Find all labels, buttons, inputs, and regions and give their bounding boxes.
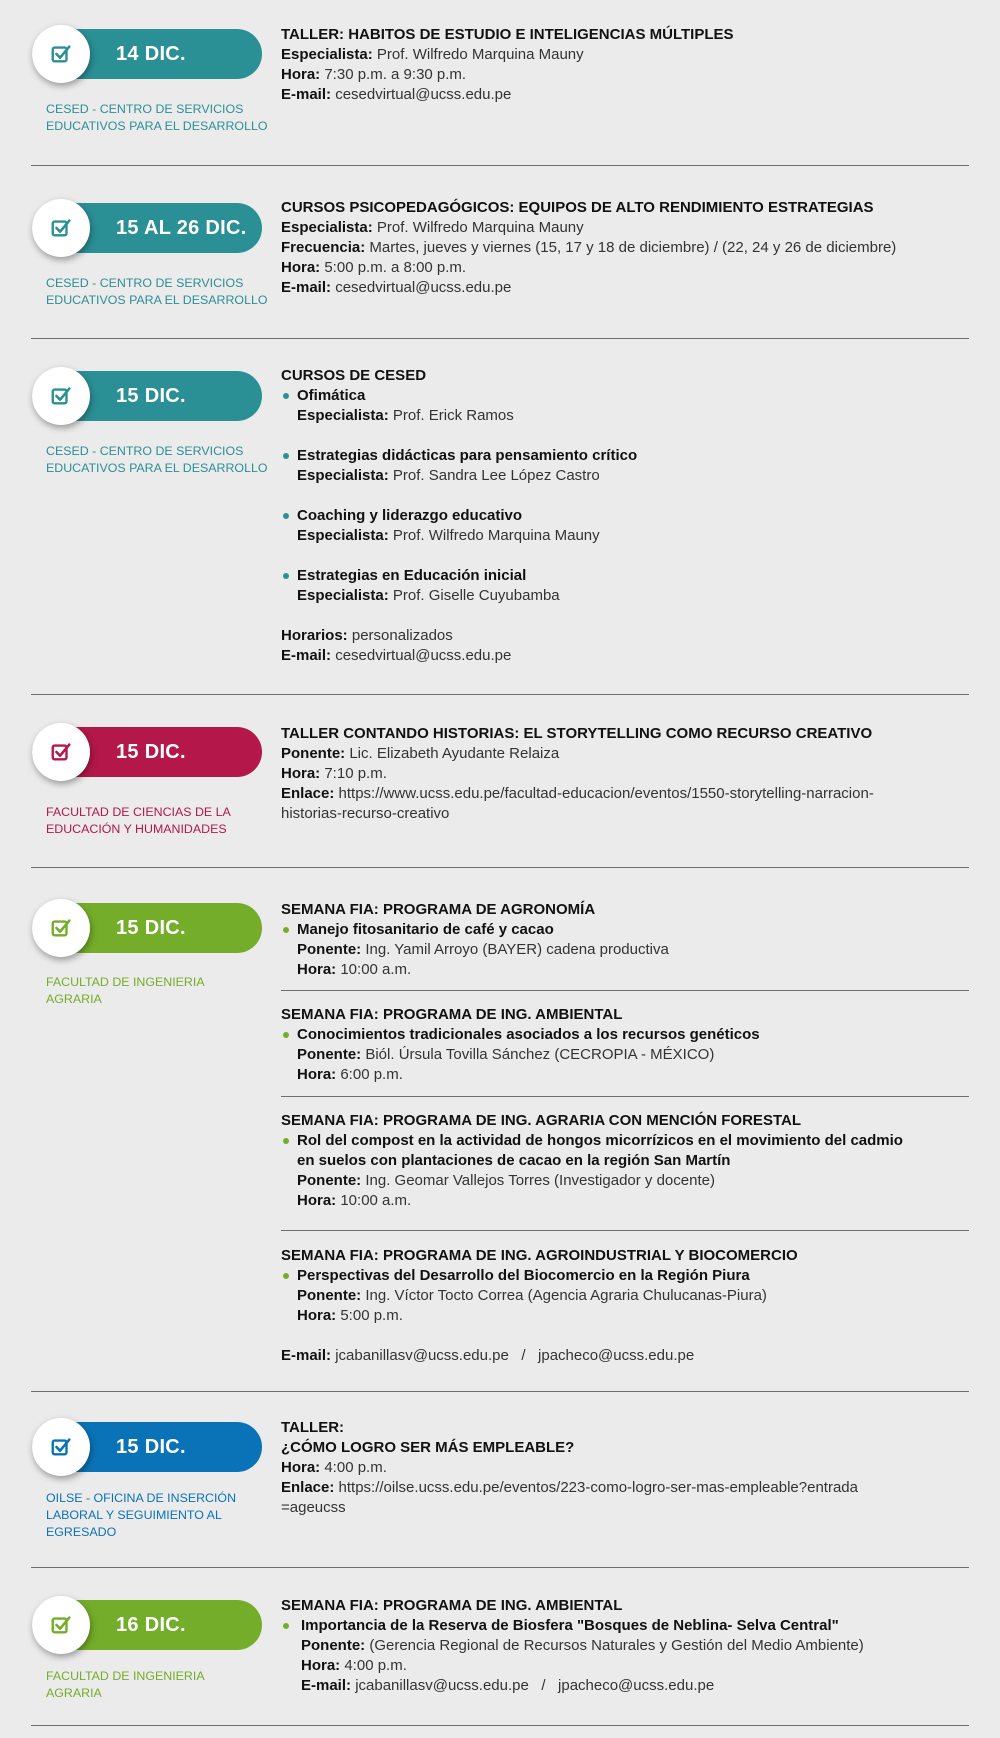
detail-row: Hora: 4:00 p.m. [281,1459,387,1476]
session-divider [281,990,969,991]
email-link[interactable]: jcabanillasv@ucss.edu.pe / jpacheco@ucss.edu.pe [335,1347,695,1364]
event-details [281,724,969,824]
detail-row: Hora: 5:00 p.m. a 8:00 p.m. [281,259,467,276]
event-title: TALLER CONTANDO HISTORIAS: EL STORYTELLING COMO RECURSO CREATIVO [281,725,873,742]
session-title: SEMANA FIA: PROGRAMA DE ING. AGRARIA CON MENCIÓN FORESTAL [281,1112,801,1129]
event-details [281,366,969,666]
date-badge [32,727,262,777]
email-row: E-mail: jcabanillasv@ucss.edu.pe / jpacheco@ucss.edu.pe [281,1347,695,1364]
session-title: SEMANA FIA: PROGRAMA DE ING. AMBIENTAL [281,1006,623,1023]
organizer: FACULTAD DE CIENCIAS DE LA EDUCACIÓN Y HUMANIDADES [46,805,231,836]
section-divider [31,694,969,695]
checkbox-check-icon [32,1596,90,1654]
bullet-dot-icon [283,1273,289,1279]
event-date: 16 DIC. [116,1614,186,1636]
event-details [281,198,969,298]
bullet-dot-icon [283,1138,289,1144]
event-date: 15 DIC. [116,1436,186,1458]
email-link[interactable]: jcabanillasv@ucss.edu.pe / jpacheco@ucss.edu.pe [355,1677,715,1694]
event-title: CURSOS DE CESED [281,367,427,384]
email-link[interactable]: cesedvirtual@ucss.edu.pe [335,279,512,296]
date-badge [32,1422,262,1472]
section-divider [31,165,969,166]
email-row: E-mail: cesedvirtual@ucss.edu.pe [281,279,512,296]
session-divider [281,1096,969,1097]
email-row: E-mail: cesedvirtual@ucss.edu.pe [281,86,512,103]
course-item: Ofimática Especialista: Prof. Erick Ramos [281,386,969,426]
detail-row: Horarios: personalizados [281,627,453,644]
date-badge [32,29,262,79]
detail-row: Frecuencia: Martes, jueves y viernes (15, 17 y 18 de diciembre) / (22, 24 y 26 de diciembre) [281,239,897,256]
email-link[interactable]: cesedvirtual@ucss.edu.pe [335,647,512,664]
session-topic: Perspectivas del Desarrollo del Biocomercio en la Región Piura Ponente: Ing. Víctor Tocto Correa (Agencia Agraria Chulucanas-Piura) Hora: 5:00 p.m. [281,1266,969,1326]
bullet-dot-icon [283,453,289,459]
event-title: TALLER: HABITOS DE ESTUDIO E INTELIGENCIAS MÚLTIPLES [281,26,734,43]
organizer: FACULTAD DE INGENIERIA AGRARIA [46,1669,205,1700]
event-title: SEMANA FIA: PROGRAMA DE ING. AMBIENTAL [281,1597,623,1614]
event-link[interactable]: https://oilse.ucss.edu.pe/eventos/223-como-logro-ser-mas-empleable?entrada [338,1479,858,1496]
event-date: 15 DIC. [116,385,186,407]
session-topic: Rol del compost en la actividad de hongos micorrízicos en el movimiento del cadmio en suelos con plantaciones de cacao en la región San Martín Ponente: Ing. Geomar Vallejos Torres (Investigador y docente) Hora: 10:00 a.m. [281,1131,969,1211]
event-date: 14 DIC. [116,43,186,65]
session-topic: Conocimientos tradicionales asociados a los recursos genéticos Ponente: Biól. Úrsula Tovilla Sánchez (CECROPIA - MÉXICO) Hora: 6:00 p.m. [281,1025,969,1085]
bullet-dot-icon [283,393,289,399]
checkbox-check-icon [32,199,90,257]
course-item: Coaching y liderazgo educativo Especialista: Prof. Wilfredo Marquina Mauny [281,506,969,546]
link-row: Enlace: https://www.ucss.edu.pe/facultad-educacion/eventos/1550-storytelling-narracion- [281,785,874,802]
date-badge [32,1600,262,1650]
detail-row: Especialista: Prof. Wilfredo Marquina Mauny [281,46,584,63]
checkbox-check-icon [32,899,90,957]
session [281,1005,969,1085]
organizer: OILSE - OFICINA DE INSERCIÓN LABORAL Y SEGUIMIENTO AL EGRESADO [46,1491,237,1539]
session-title: SEMANA FIA: PROGRAMA DE AGRONOMÍA [281,901,596,918]
event-details [281,1418,969,1518]
event-date: 15 DIC. [116,741,186,763]
section-divider [31,338,969,339]
event-date: 15 AL 26 DIC. [116,217,247,239]
section-divider [31,1725,969,1726]
organizer: CESED - CENTRO DE SERVICIOS EDUCATIVOS PARA EL DESARROLLO [46,444,268,475]
session-divider [281,1230,969,1231]
session-topic: Importancia de la Reserva de Biosfera "Bosques de Neblina- Selva Central" Ponente: (Gerencia Regional de Recursos Naturales y Gestión del Medio Ambiente) Hora: 4:00 p.m. E-mail: jcabanillasv@ucss.edu.pe / jpacheco@ucss.edu.pe [281,1616,969,1696]
event-details [281,25,969,105]
bullet-dot-icon [283,513,289,519]
checkbox-check-icon [32,25,90,83]
detail-row: Hora: 7:10 p.m. [281,765,387,782]
email-row: E-mail: cesedvirtual@ucss.edu.pe [281,647,512,664]
session [281,1111,969,1211]
session [281,1246,969,1366]
event-title: TALLER: [281,1419,345,1436]
session-topic: Manejo fitosanitario de café y cacao Ponente: Ing. Yamil Arroyo (BAYER) cadena productiva Hora: 10:00 a.m. [281,920,969,980]
event-title: CURSOS PSICOPEDAGÓGICOS: EQUIPOS DE ALTO RENDIMIENTO ESTRATEGIAS [281,199,874,216]
date-badge [32,203,262,253]
date-badge [32,903,262,953]
detail-row: Ponente: Lic. Elizabeth Ayudante Relaiza [281,745,560,762]
date-badge [32,371,262,421]
event-link[interactable]: https://www.ucss.edu.pe/facultad-educacion/eventos/1550-storytelling-narracion- [338,785,874,802]
section-divider [31,1567,969,1568]
section-divider [31,867,969,868]
event-link-continuation[interactable]: historias-recurso-creativo [281,805,450,822]
bullet-dot-icon [283,1032,289,1038]
session-title: SEMANA FIA: PROGRAMA DE ING. AGROINDUSTRIAL Y BIOCOMERCIO [281,1247,798,1264]
email-row: E-mail: jcabanillasv@ucss.edu.pe / jpacheco@ucss.edu.pe [301,1677,715,1694]
detail-row: Especialista: Prof. Wilfredo Marquina Mauny [281,219,584,236]
email-link[interactable]: cesedvirtual@ucss.edu.pe [335,86,512,103]
checkbox-check-icon [32,1418,90,1476]
checkbox-check-icon [32,723,90,781]
event-title-line-2: ¿CÓMO LOGRO SER MÁS EMPLEABLE? [281,1439,575,1456]
course-item: Estrategias didácticas para pensamiento crítico Especialista: Prof. Sandra Lee López Castro [281,446,969,486]
bullet-dot-icon [283,573,289,579]
section-divider [31,1391,969,1392]
bullet-dot-icon [283,1623,289,1629]
checkbox-check-icon [32,367,90,425]
organizer: CESED - CENTRO DE SERVICIOS EDUCATIVOS PARA EL DESARROLLO [46,102,268,133]
detail-row: Hora: 7:30 p.m. a 9:30 p.m. [281,66,467,83]
link-row: Enlace: https://oilse.ucss.edu.pe/eventos/223-como-logro-ser-mas-empleable?entrada [281,1479,858,1496]
event-date: 15 DIC. [116,917,186,939]
bullet-dot-icon [283,927,289,933]
course-item: Estrategias en Educación inicial Especialista: Prof. Giselle Cuyubamba [281,566,969,606]
organizer: FACULTAD DE INGENIERIA AGRARIA [46,975,205,1006]
event-link-continuation[interactable]: =ageucss [281,1499,346,1516]
organizer: CESED - CENTRO DE SERVICIOS EDUCATIVOS PARA EL DESARROLLO [46,276,268,307]
event-details [281,1596,969,1696]
session [281,900,969,980]
